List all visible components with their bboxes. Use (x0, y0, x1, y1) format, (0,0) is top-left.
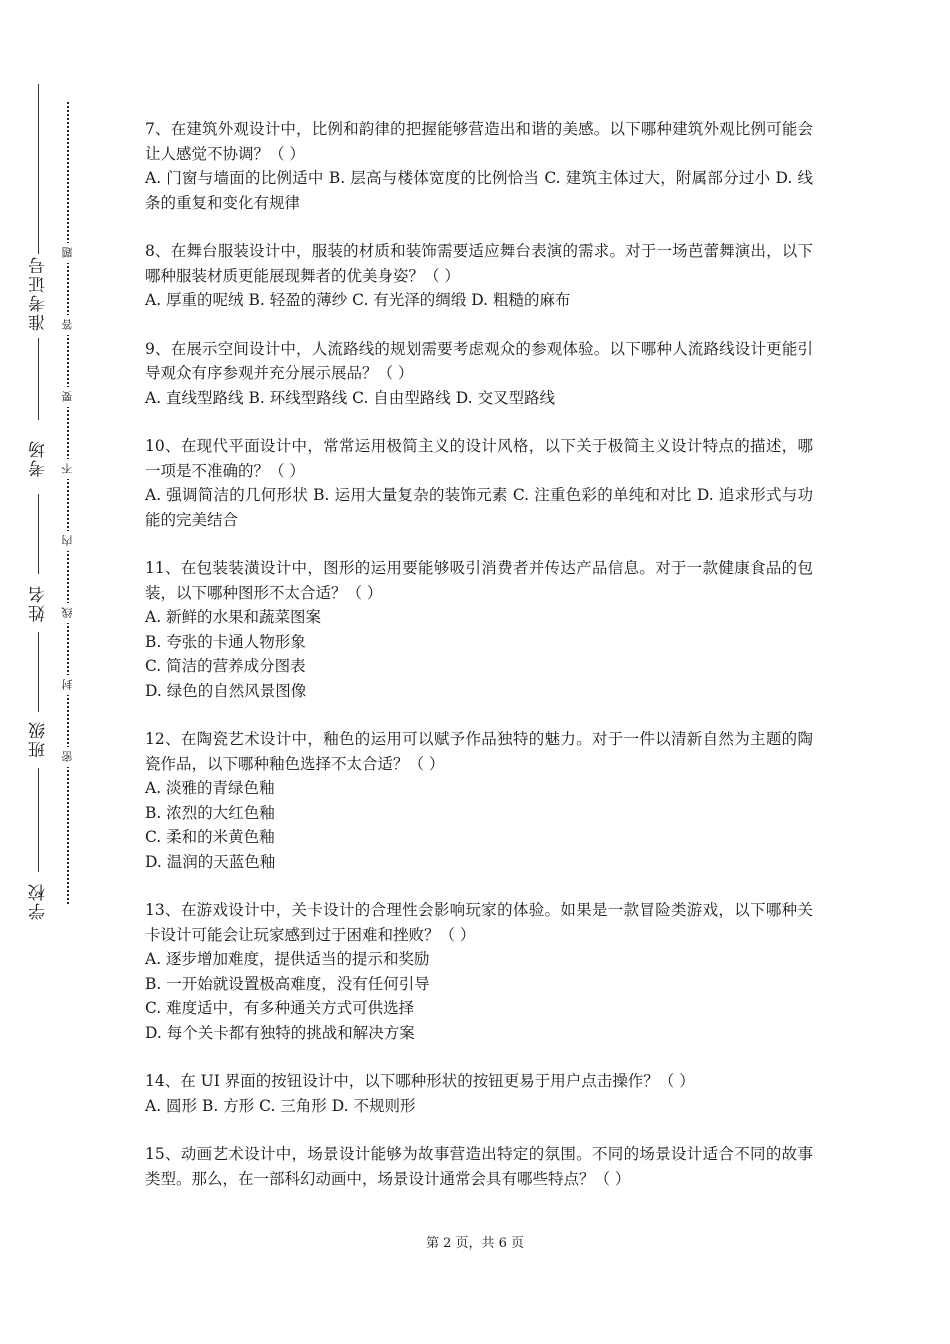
seal-dotted-line (67, 102, 69, 904)
question-9 (145, 337, 813, 411)
seal-char: 不 (58, 459, 78, 479)
seal-char: 封 (58, 675, 78, 695)
option-a: A. 逐步增加难度，提供适当的提示和奖励 (145, 950, 430, 968)
exam-room-label: 考场 (29, 439, 49, 477)
question-stem: 11、在包装装潢设计中，图形的运用要能够吸引消费者并传达产品信息。对于一款健康食品的包装，以下哪种图形不太合适？（ ） (145, 559, 813, 602)
seal-char: 题 (58, 243, 78, 263)
option-d: D. 每个关卡都有独特的挑战和解决方案 (145, 1023, 415, 1042)
question-7 (145, 117, 813, 215)
seal-char: 答 (58, 315, 78, 335)
option-d: D. 温润的天蓝色釉 (145, 852, 276, 871)
option-c: C. 简洁的营养成分图表 (145, 657, 306, 675)
line-segment (38, 338, 39, 420)
question-list (145, 117, 813, 1215)
name-label: 姓名 (29, 584, 49, 622)
question-10 (145, 434, 813, 532)
question-13 (145, 898, 813, 1045)
option-b: B. 一开始就设置极高难度，没有任何引导 (145, 974, 430, 993)
binding-strip (0, 0, 90, 1344)
question-8 (145, 239, 813, 313)
question-15 (145, 1142, 813, 1191)
question-stem: 8、在舞台服装设计中，服装的材质和装饰需要适应舞台表演的需求。对于一场芭蕾舞演出，以下哪种服装材质更能展现舞者的优美身姿？（ ） (145, 242, 813, 285)
option-a: A. 淡雅的青绿色釉 (145, 779, 275, 797)
school-label: 学校 (29, 882, 49, 920)
question-options: A. 门窗与墙面的比例适中 B. 层高与楼体宽度的比例恰当 C. 建筑主体过大，附属部分过小 D. 线条的重复和变化有规律 (145, 169, 813, 212)
option-a: A. 新鲜的水果和蔬菜图案 (145, 608, 322, 626)
question-options: A. 直线型路线 B. 环线型路线 C. 自由型路线 D. 交叉型路线 (145, 388, 555, 407)
question-options: A. 强调简洁的几何形状 B. 运用大量复杂的装饰元素 C. 注重色彩的单纯和对比 D. 追求形式与功能的完美结合 (145, 486, 813, 529)
question-options: A. 圆形 B. 方形 C. 三角形 D. 不规则形 (145, 1096, 416, 1115)
question-options: A. 厚重的呢绒 B. 轻盈的薄纱 C. 有光泽的绸缎 D. 粗糙的麻布 (145, 291, 571, 309)
question-11 (145, 556, 813, 703)
question-stem: 7、在建筑外观设计中，比例和韵律的把握能够营造出和谐的美感。以下哪种建筑外观比例可能会让人感觉不协调？（ ） (145, 120, 813, 163)
question-12 (145, 727, 813, 874)
option-c: C. 柔和的米黄色釉 (145, 828, 275, 846)
line-segment (38, 494, 39, 574)
line-segment (38, 768, 39, 872)
line-segment (38, 632, 39, 712)
seal-char: 线 (58, 603, 78, 623)
option-c: C. 难度适中，有多种通关方式可供选择 (145, 999, 415, 1017)
exam-number-label: 准考证号 (29, 255, 49, 331)
seal-char: 要 (58, 387, 78, 407)
question-stem: 14、在 UI 界面的按钮设计中，以下哪种形状的按钮更易于用户点击操作？（ ） (145, 1072, 695, 1090)
seal-char: 内 (58, 531, 78, 551)
question-stem: 9、在展示空间设计中，人流路线的规划需要考虑观众的参观体验。以下哪种人流路线设计更能引导观众有序参观并充分展示展品？（ ） (145, 339, 813, 382)
option-b: B. 浓烈的大红色釉 (145, 803, 275, 822)
line-segment (38, 84, 39, 254)
question-14 (145, 1069, 813, 1118)
question-stem: 13、在游戏设计中，关卡设计的合理性会影响玩家的体验。如果是一款冒险类游戏，以下哪种关卡设计可能会让玩家感到过于困难和挫败？（ ） (145, 901, 813, 944)
question-stem: 10、在现代平面设计中，常常运用极简主义的设计风格，以下关于极简主义设计特点的描述，哪一项是不准确的？（ ） (145, 437, 813, 480)
option-d: D. 绿色的自然风景图像 (145, 681, 307, 700)
seal-char: 密 (58, 747, 78, 767)
question-stem: 12、在陶瓷艺术设计中，釉色的运用可以赋予作品独特的魅力。对于一件以清新自然为主题的陶瓷作品，以下哪种釉色选择不太合适？（ ） (145, 730, 813, 773)
class-label: 班级 (29, 720, 49, 758)
option-b: B. 夸张的卡通人物形象 (145, 632, 306, 651)
question-stem: 15、动画艺术设计中，场景设计能够为故事营造出特定的氛围。不同的场景设计适合不同的故事类型。那么，在一部科幻动画中，场景设计通常会具有哪些特点？（ ） (145, 1145, 813, 1188)
page-footer: 第 2 页，共 6 页 (425, 1236, 525, 1251)
